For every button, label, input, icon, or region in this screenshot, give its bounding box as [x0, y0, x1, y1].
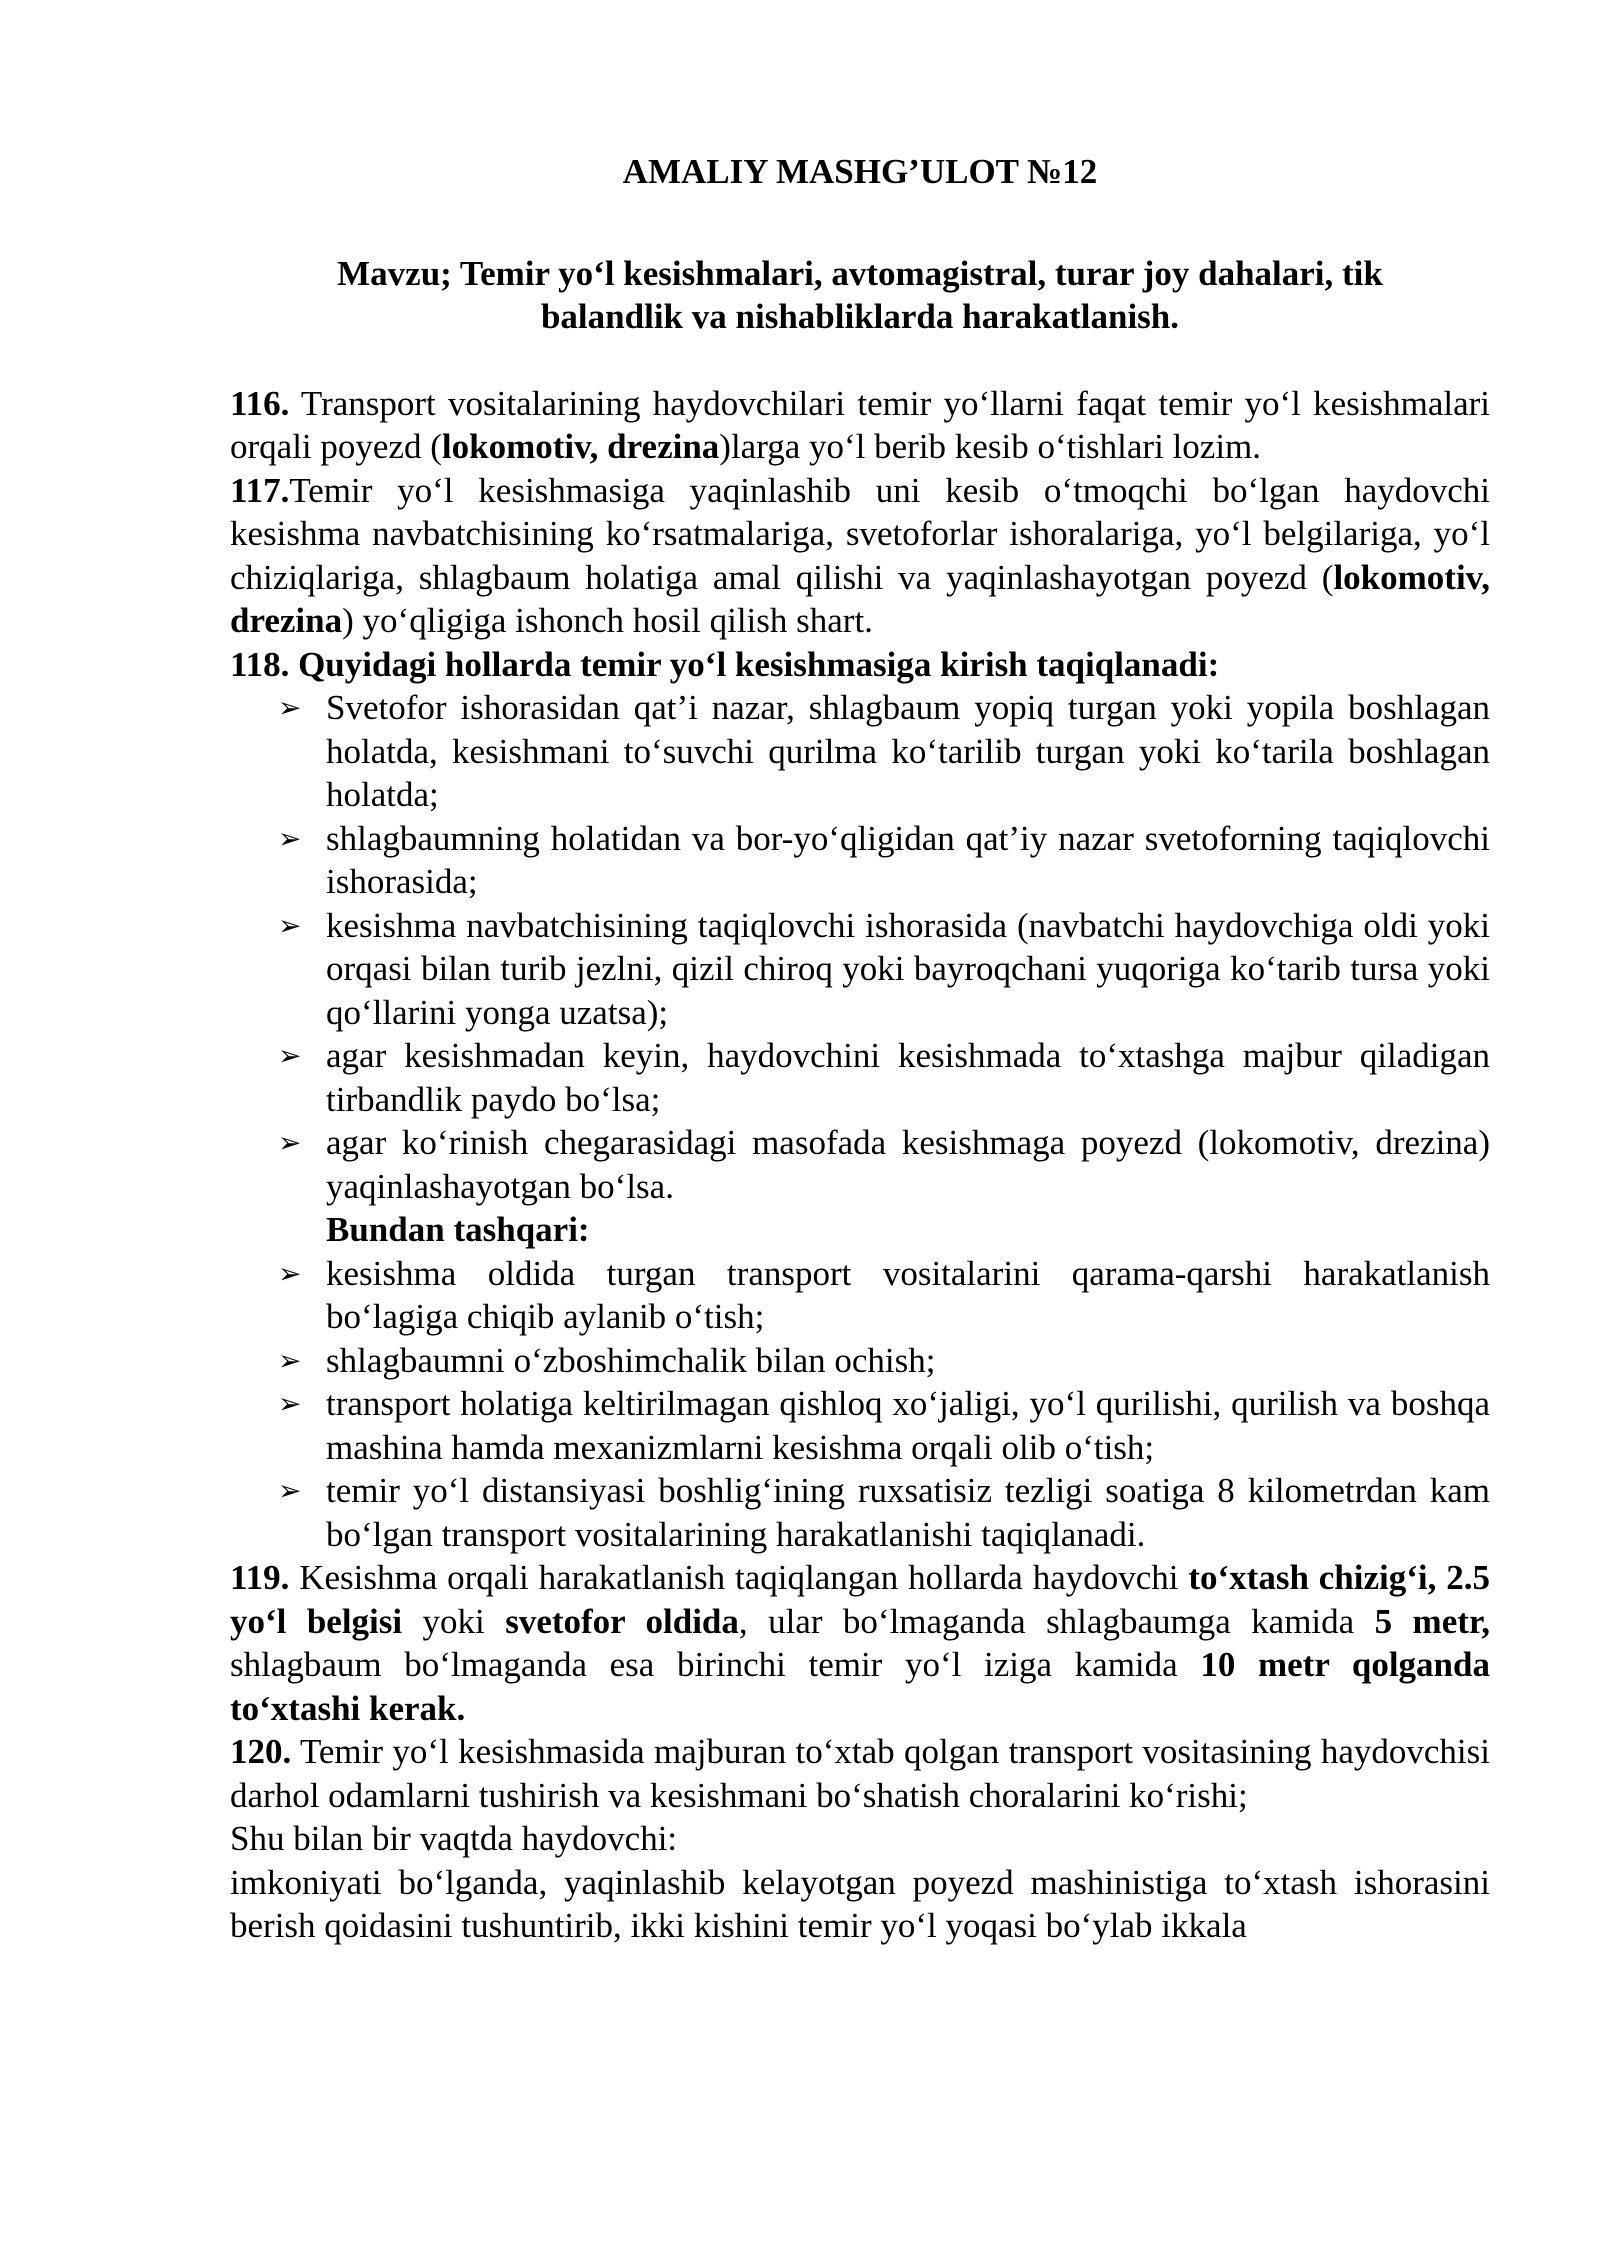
- list-item: ➢ temir yo‘l distansiyasi boshlig‘ining ruxsatisiz tezligi soatiga 8 kilometrdan kam bo‘lgan transport vositalarining harakatlanishi taqiqlanadi.: [278, 1471, 1490, 1554]
- document-page: [230, 150, 1490, 1948]
- arrow-bullet-icon: ➢: [278, 1039, 302, 1072]
- list-item: ➢ agar kesishmadan keyin, haydovchini kesishmada to‘xtashga majbur qiladigan tirbandlik paydo bo‘lsa;: [278, 1036, 1490, 1119]
- arrow-bullet-icon: ➢: [278, 908, 302, 942]
- arrow-bullet-icon: ➢: [278, 1474, 302, 1507]
- paragraph-119: 119. Kesishma orqali harakatlanish taqiqlangan hollarda haydovchi to‘xtash chizig‘i, 2.5 yo‘l belgisi yoki svetofor oldida, ular bo‘lmaganda shlagbaumga kamida 5 metr, shlagbaum bo‘lmaganda esa birinchi temir yo‘l iziga kamida 10 metr qolganda to‘xtashi kerak.: [230, 1558, 1490, 1728]
- page-title: AMALIY MASHG’ULOT №12: [622, 152, 1098, 191]
- list-item: ➢ kesishma oldida turgan transport vositalarini qarama-qarshi harakatlanish bo‘lagiga chiqib aylanib o‘tish;: [278, 1253, 1490, 1336]
- list-item: ➢ Svetofor ishorasidan qat’i nazar, shlagbaum yopiq turgan yoki yopila boshlagan holatda, kesishmani to‘suvchi qurilma ko‘tarilib turgan yoki ko‘tarila boshlagan holatda;: [278, 688, 1490, 814]
- list-item: ➢ transport holatiga keltirilmagan qishloq xo‘jaligi, yo‘l qurilishi, qurilish va boshqa mashina hamda mexanizmlarni kesishma orqali olib o‘tish;: [278, 1384, 1490, 1467]
- prohibition-list: [230, 686, 1490, 1208]
- additional-heading: Bundan tashqari:: [326, 1210, 590, 1249]
- arrow-bullet-icon: ➢: [278, 691, 302, 724]
- paragraph-last: imkoniyati bo‘lganda, yaqinlashib kelayotgan poyezd mashinistiga to‘xtash ishorasini berish qoidasini tushuntirib, ikki kishini temir yo‘l yoqasi bo‘ylab ikkala: [230, 1862, 1490, 1945]
- paragraph-118-heading: 118. Quyidagi hollarda temir yo‘l kesishmasiga kirish taqiqlanadi:: [230, 644, 1220, 684]
- arrow-bullet-icon: ➢: [278, 821, 302, 855]
- arrow-bullet-icon: ➢: [278, 1256, 302, 1290]
- list-item: ➢ shlagbaumning holatidan va bor-yo‘qligidan qat’iy nazar svetoforning taqiqlovchi ishorasida;: [278, 818, 1490, 901]
- paragraph-116: 116. Transport vositalarining haydovchilari temir yo‘llarni faqat temir yo‘l kesishmalari orqali poyezd (lokomotiv, drezina)larga yo‘l berib kesib o‘tishlari lozim.: [230, 383, 1490, 466]
- list-item: ➢ kesishma navbatchisining taqiqlovchi ishorasida (navbatchi haydovchiga oldi yoki orqasi bilan turib jezlni, qizil chiroq yoki bayroqchani yuqoriga ko‘tarib tursa yoki qo‘llarini yonga uzatsa);: [278, 905, 1490, 1032]
- additional-prohibition-list: [230, 1252, 1490, 1557]
- paragraph-number: 116.: [230, 383, 290, 423]
- paragraph-number: 120.: [230, 1732, 292, 1771]
- list-item: ➢ shlagbaumni o‘zboshimchalik bilan ochish;: [326, 1339, 1490, 1383]
- paragraph-117: 117.Temir yo‘l kesishmasiga yaqinlashib uni kesib o‘tmoqchi bo‘lgan haydovchi kesishma navbatchisining ko‘rsatmalariga, svetoforlar ishoralariga, yo‘l belgilariga, yo‘l chiziqlariga, shlagbaum holatiga amal qilishi va yaqinlashayotgan poyezd (lokomotiv, drezina) yo‘qligiga ishonch hosil qilish shart.: [230, 470, 1490, 640]
- arrow-bullet-icon: ➢: [278, 1343, 302, 1377]
- topic-subtitle: Mavzu; Temir yo‘l kesishmalari, avtomagistral, turar joy dahalari, tik balandlik va nishabliklarda harakatlanish.: [337, 253, 1383, 336]
- arrow-bullet-icon: ➢: [278, 1126, 302, 1159]
- paragraph-number: 117.: [230, 470, 290, 510]
- paragraph-number: 119.: [230, 1558, 290, 1597]
- paragraph-120: 120. Temir yo‘l kesishmasida majburan to‘xtab qolgan transport vositasining haydovchisi darhol odamlarni tushirish va kesishmani bo‘shatish choralarini ko‘rishi;: [230, 1732, 1490, 1815]
- list-item: ➢ agar ko‘rinish chegarasidagi masofada kesishmaga poyezd (lokomotiv, drezina) yaqinlashayotgan bo‘lsa.: [278, 1123, 1490, 1206]
- paragraph-driver-duties: Shu bilan bir vaqtda haydovchi:: [230, 1819, 678, 1858]
- arrow-bullet-icon: ➢: [278, 1387, 302, 1420]
